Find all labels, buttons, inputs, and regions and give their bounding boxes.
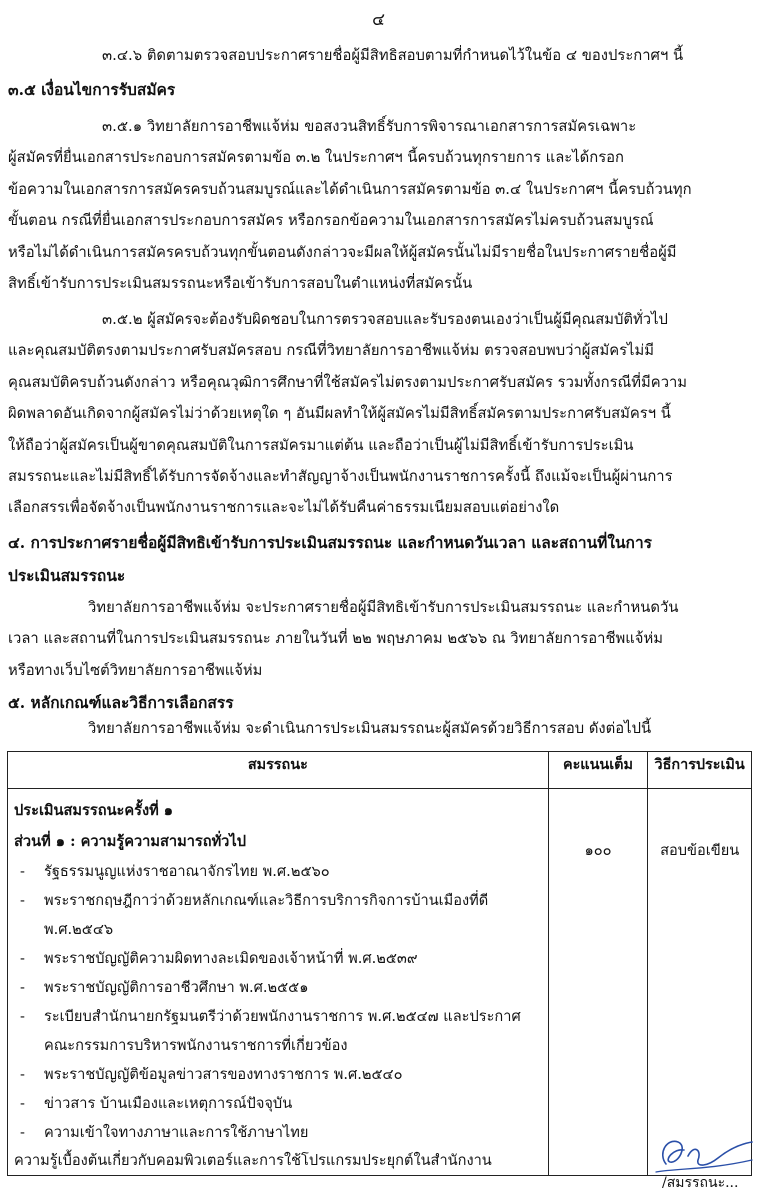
competency-cell [8,789,549,1176]
round-title: ประเมินสมรรถนะครั้งที่ ๑ [14,802,174,819]
page-number: ๔ [372,10,385,30]
text-line: วิทยาลัยการอาชีพแจ้ห่ม จะดำเนินการประเมินสมรรถนะผู้สมัครด้วยวิธีการสอบ ดังต่อไปนี้ [88,720,652,737]
section-5-body [8,713,748,744]
list-item: - พระราชกฤษฎีกาว่าด้วยหลักเกณฑ์และวิธีการบริการกิจการบ้านเมืองที่ดี พ.ศ.๒๕๔๖ [20,892,489,938]
table-row [8,789,752,1176]
list-item: - รัฐธรรมนูญแห่งราชอาณาจักรไทย พ.ศ.๒๕๖๐ [20,863,330,880]
list-item: - พระราชบัญญัติการอาชีวศึกษา พ.ศ.๒๕๕๑ [20,979,309,996]
text-line: ๓.๕.๒ ผู้สมัครจะต้องรับผิดชอบในการตรวจสอบและรับรองตนเองว่าเป็นผู้มีคุณสมบัติทั่วไป [102,311,668,328]
list-item: - ความเข้าใจทางภาษาและการใช้ภาษาไทย [20,1124,309,1141]
heading-4-line-2: ประเมินสมรรถนะ [8,566,126,585]
list-item: - ข่าวสาร บ้านเมืองและเหตุการณ์ปัจจุบัน [20,1095,293,1112]
text-line: และคุณสมบัติตรงตามประกาศรับสมัครสอบ กรณีที่วิทยาลัยการอาชีพแจ้ห่ม ตรวจสอบพบว่าผู้สมัครไม่มี [8,342,655,360]
text-line: ข้อความในเอกสารการสมัครครบถ้วนสมบูรณ์และได้ดำเนินการสมัครตามข้อ ๓.๔ ในประกาศฯ นี้ครบถ้วนทุก [8,180,692,198]
text-line: ผู้สมัครที่ยื่นเอกสารประกอบการสมัครตามข้อ ๓.๒ ในประกาศฯ นี้ครบถ้วนทุกรายการ และได้กรอก [8,149,625,167]
signature-icon [648,1120,757,1180]
header-full-score: คะแนนเต็ม [548,752,648,789]
heading-3-5: ๓.๕ เงื่อนไขการรับสมัคร [8,80,176,99]
text-line: เวลา และสถานที่ในการประเมินสมรรถนะ ภายในวันที่ ๒๒ พฤษภาคม ๒๕๖๖ ณ วิทยาลัยการอาชีพแจ้ห่ม [8,630,663,648]
text-line: เลือกสรรเพื่อจัดจ้างเป็นพนักงานราชการและจะไม่ได้รับคืนค่าธรรมเนียมสอบแต่อย่างใด [8,499,560,517]
text-line: ๓.๔.๖ ติดตามตรวจสอบประกาศรายชื่อผู้มีสิทธิสอบตามที่กำหนดไว้ในข้อ ๔ ของประกาศฯ นี้ [102,47,684,64]
text-line: วิทยาลัยการอาชีพแจ้ห่ม จะประกาศรายชื่อผู้มีสิทธิเข้ารับการประเมินสมรรถนะ และกำหนดวัน [88,599,679,616]
competency-table [7,751,752,1176]
heading-4-line-1: ๔. การประกาศรายชื่อผู้มีสิทธิเข้ารับการประเมินสมรรถนะ และกำหนดวันเวลา และสถานที่ในการ [8,533,652,552]
text-line: สมรรถนะและไม่มีสิทธิ์ได้รับการจัดจ้างและทำสัญญาจ้างเป็นพนักงานราชการครั้งนี้ ถึงแม้จะเป็นผู้ผ่านการ [8,467,673,485]
text-line: คุณสมบัติครบถ้วนดังกล่าว หรือคุณวุฒิการศึกษาที่ใช้สมัครไม่ตรงตามประกาศรับสมัคร รวมทั้งกรณีที่มีความ [8,373,688,391]
section-4-body [8,592,748,686]
heading-5: ๕. หลักเกณฑ์และวิธีการเลือกสรร [8,693,234,712]
clause-3-5-1 [8,111,748,299]
part-title: ส่วนที่ ๑ : ความรู้ความสามารถทั่วไป [14,833,246,850]
header-method: วิธีการประเมิน [648,752,752,789]
text-line: หรือไม่ได้ดำเนินการสมัครครบถ้วนทุกขั้นตอนดังกล่าวจะมีผลให้ผู้สมัครนั้นไม่มีรายชื่อในประกาศรายชื่อผู้มี [8,243,677,261]
text-line: สิทธิ์เข้ารับการประเมินสมรรถนะหรือเข้ารับการสอบในตำแหน่งที่สมัครนั้น [8,274,473,292]
list-item: - พระราชบัญญัติความผิดทางละเมิดของเจ้าหน้าที่ พ.ศ.๒๕๓๙ [20,950,418,967]
method-cell: สอบข้อเขียน [648,789,752,1176]
full-score-cell: ๑๐๐ [548,789,648,1176]
table-header-row [8,752,752,789]
continuation-note: /สมรรถนะ... [662,1175,739,1191]
clause-3-5-2 [8,304,748,524]
header-competency: สมรรถนะ [8,752,549,789]
text-line: ๓.๕.๑ วิทยาลัยการอาชีพแจ้ห่ม ขอสงวนสิทธิ์รับการพิจารณาเอกสารการสมัครเฉพาะ [102,118,637,135]
text-line: ให้ถือว่าผู้สมัครเป็นผู้ขาดคุณสมบัติในการสมัครมาแต่ต้น และถือว่าเป็นผู้ไม่มีสิทธิ์เข้ารับการประเมิน [8,436,634,454]
list-item: ความรู้เบื้องต้นเกี่ยวกับคอมพิวเตอร์และการใช้โปรแกรมประยุกต์ในสำนักงาน [14,1152,492,1169]
text-line: หรือทางเว็บไซต์วิทยาลัยการอาชีพแจ้ห่ม [8,661,263,679]
text-line: ขั้นตอน กรณีที่ยื่นเอกสารประกอบการสมัคร หรือกรอกข้อความในเอกสารการสมัครไม่ครบถ้วนสมบูรณ์ [8,212,654,230]
text-line: ผิดพลาดอันเกิดจากผู้สมัครไม่ว่าด้วยเหตุใด ๆ อันมีผลทำให้ผู้สมัครไม่มีสิทธิ์สมัครตามประกาศรับสมัครฯ นี้ [8,405,671,423]
list-item: - พระราชบัญญัติข้อมูลข่าวสารของทางราชการ พ.ศ.๒๕๔๐ [20,1066,403,1083]
list-item: - ระเบียบสำนักนายกรัฐมนตรีว่าด้วยพนักงานราชการ พ.ศ.๒๕๔๗ และประกาศคณะกรรมการบริหารพนักงานราชการที่เกี่ยวข้อง [20,1008,521,1054]
clause-3-4-6 [8,40,748,71]
